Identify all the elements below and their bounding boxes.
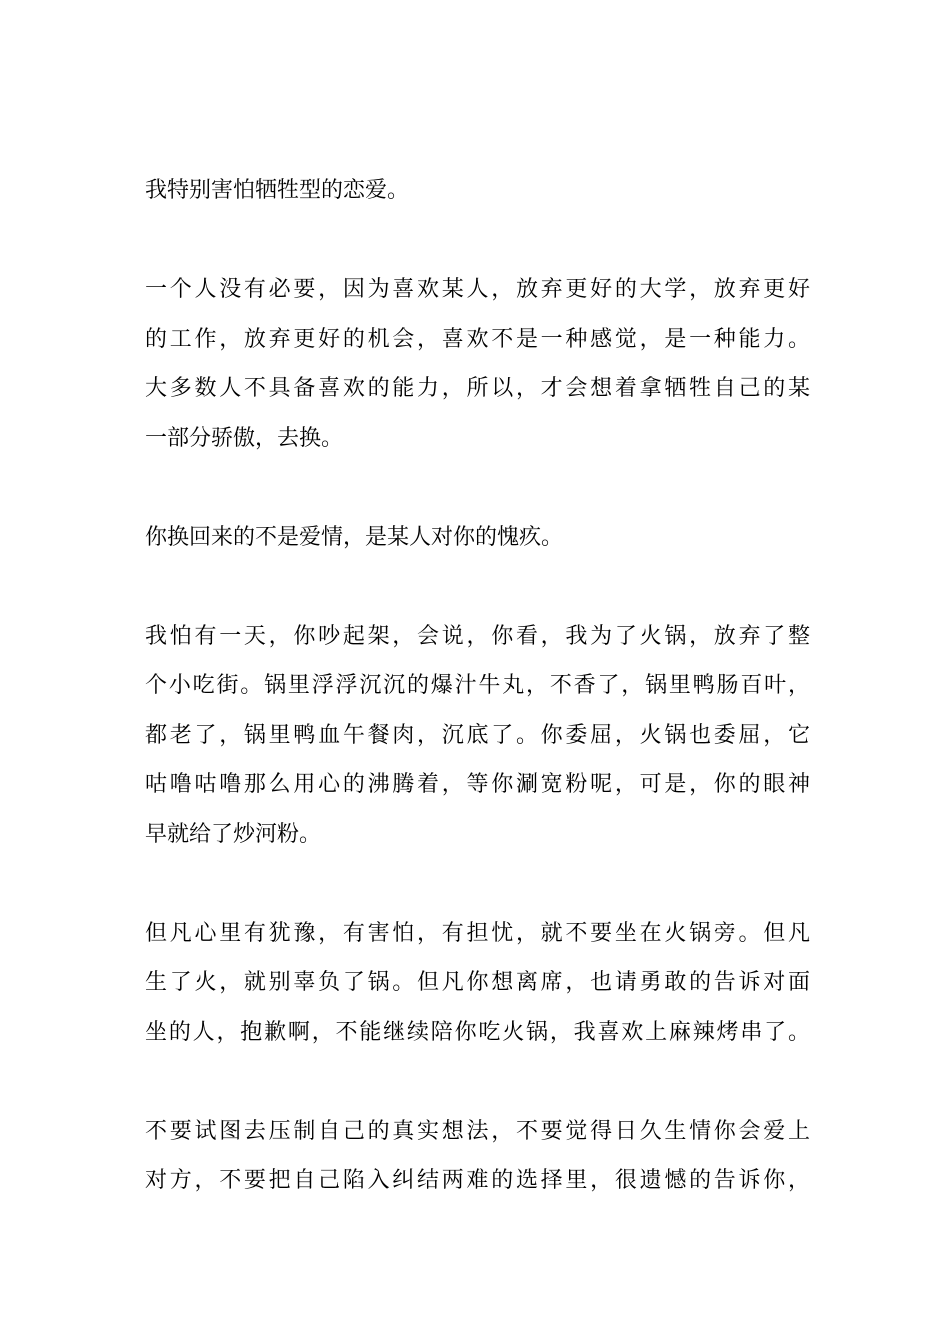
- text-line: 不要试图去压制自己的真实想法，不要觉得日久生情你会爱上: [145, 1118, 810, 1144]
- text-line: 个小吃街。锅里浮浮沉沉的爆汁牛丸，不香了，锅里鸭肠百叶，: [145, 673, 810, 698]
- text-line: 坐的人，抱歉啊，不能继续陪你吃火锅，我喜欢上麻辣烤串了。: [145, 1019, 810, 1045]
- text-line: 生了火，就别辜负了锅。但凡你想离席，也请勇敢的告诉对面: [145, 970, 810, 995]
- paragraph-3: [145, 513, 810, 563]
- text-line: 你换回来的不是爱情，是某人对你的愧疚。: [145, 524, 564, 550]
- text-line: 都老了，锅里鸭血午餐肉，沉底了。你委屈，火锅也委屈，它: [145, 722, 810, 748]
- paragraph-2: [145, 265, 810, 463]
- paragraph-5: [145, 909, 810, 1058]
- paragraph-1: [145, 166, 810, 216]
- text-line: 一部分骄傲，去换。: [145, 425, 344, 451]
- text-line: 咕噜咕噜那么用心的沸腾着，等你涮宽粉呢，可是，你的眼神: [145, 772, 810, 797]
- text-line: 的工作，放弃更好的机会，喜欢不是一种感觉，是一种能力。: [145, 326, 810, 352]
- paragraph-gap: [145, 859, 810, 909]
- paragraph-4: [145, 612, 810, 860]
- text-line: 我怕有一天，你吵起架，会说，你看，我为了火锅，放弃了整: [145, 623, 810, 649]
- paragraph-gap: [145, 216, 810, 266]
- paragraph-6: [145, 1107, 810, 1206]
- paragraph-gap: [145, 1057, 810, 1107]
- text-line: 对方，不要把自己陷入纠结两难的选择里，很遗憾的告诉你，: [145, 1168, 810, 1193]
- text-line: 早就给了炒河粉。: [145, 821, 322, 847]
- text-line: 但凡心里有犹豫，有害怕，有担忧，就不要坐在火锅旁。但凡: [145, 920, 810, 946]
- paragraph-gap: [145, 463, 810, 513]
- text-line: 我特别害怕牺牲型的恋爱。: [145, 178, 410, 203]
- body-text: [145, 166, 810, 1206]
- text-line: 大多数人不具备喜欢的能力，所以，才会想着拿牺牲自己的某: [145, 376, 810, 401]
- text-line: 一个人没有必要，因为喜欢某人，放弃更好的大学，放弃更好: [145, 277, 810, 302]
- paragraph-gap: [145, 562, 810, 612]
